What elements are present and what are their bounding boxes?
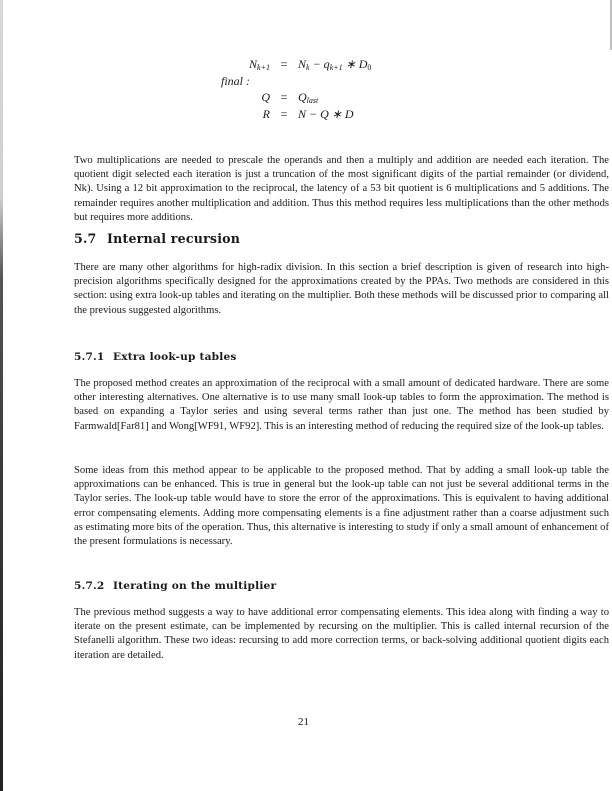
equals-sign: = — [280, 57, 288, 71]
equals-sign: = — [280, 90, 288, 104]
section-heading-5-7-1: 5.7.1 Extra look-up tables — [74, 351, 237, 363]
equation-lhs: R — [262, 106, 270, 121]
section-heading-5-7: 5.7 Internal recursion — [74, 231, 241, 246]
scan-edge-left — [0, 0, 3, 791]
page-number: 21 — [298, 716, 309, 728]
paragraph-multiplications: Two multiplications are needed to prescale the operands and then a multiply and addition are needed each iteration. The quotient digit selected each iteration is just a truncation of the most significant digits of the partial remainder (or dividend, Nk). Using a 12 bit approximation to the reciprocal, the latency of a 53 bit quotient is 6 multiplications and 5 additions. The remainder requires another multiplication and addition. Thus this method requires less multiplications than the other methods but requires more additions. — [74, 155, 609, 223]
equation-rhs: $Q_{last}$ — [298, 90, 319, 105]
equation-rhs: N − Q ∗ D — [298, 106, 354, 121]
paragraph-internal-recursion: There are many other algorithms for high-radix division. In this section a brief description is given of research into high-precision algorithms specifically designed for the approximations created by the PPAs. Two methods are considered in this section: using extra look-up tables and iterating on the multiplier. Both these methods will be discussed prior to comparing all the previous suggested algorithms. — [74, 262, 609, 316]
equation-row-q — [184, 89, 484, 106]
equation-lhs: Q — [261, 90, 270, 104]
equation-rhs: $N_k - q_{k+1}$ ∗ $D_0$ — [298, 57, 372, 72]
equation-final-label: final : — [221, 73, 250, 88]
equation-block — [184, 56, 484, 122]
paragraph-lookup-tables-2: Some ideas from this method appear to be applicable to the proposed method. That by adding a small look-up table the approximations can be enhanced. This is true in general but the look-up table can not just be several additional terms in the Taylor series. The look-up table would have to store the error of the approximations. This is equivalent to having additional error compensating elements. Adding more compensating elements is a fine adjustment rather than a coarse adjustment such as estimating more bits of the operation. Thus, this alternative is interesting to study if only a small amount of enhancement of the present formulations is necessary. — [74, 465, 609, 548]
equation-row-r — [184, 106, 484, 123]
equation-row-nk1 — [184, 56, 484, 73]
paragraph-iterating-multiplier: The previous method suggests a way to have additional error compensating elements. This idea along with finding a way to iterate on the present estimate, can be implemented by recursing on the multiplier. This is called internal recursion of the Stefanelli algorithm. These two ideas: recursing to add more correction terms, or back-solving additional quotient digits each iteration are detailed. — [74, 607, 609, 661]
paragraph-lookup-tables-1: The proposed method creates an approximation of the reciprocal with a small amount of dedicated hardware. There are some other interesting alternatives. One alternative is to use many small look-up tables to form the approximation. The method is based on expanding a Taylor series and using several terms rather than just one. The method has been studied by Farmwald[Far81] and Wong[WF91, WF92]. This is an interesting method of reducing the required size of the look-up tables. — [74, 378, 609, 432]
section-heading-5-7-2: 5.7.2 Iterating on the multiplier — [74, 580, 277, 592]
equals-sign: = — [280, 106, 288, 121]
equation-lhs: $N_{k+1}$ — [249, 57, 270, 72]
